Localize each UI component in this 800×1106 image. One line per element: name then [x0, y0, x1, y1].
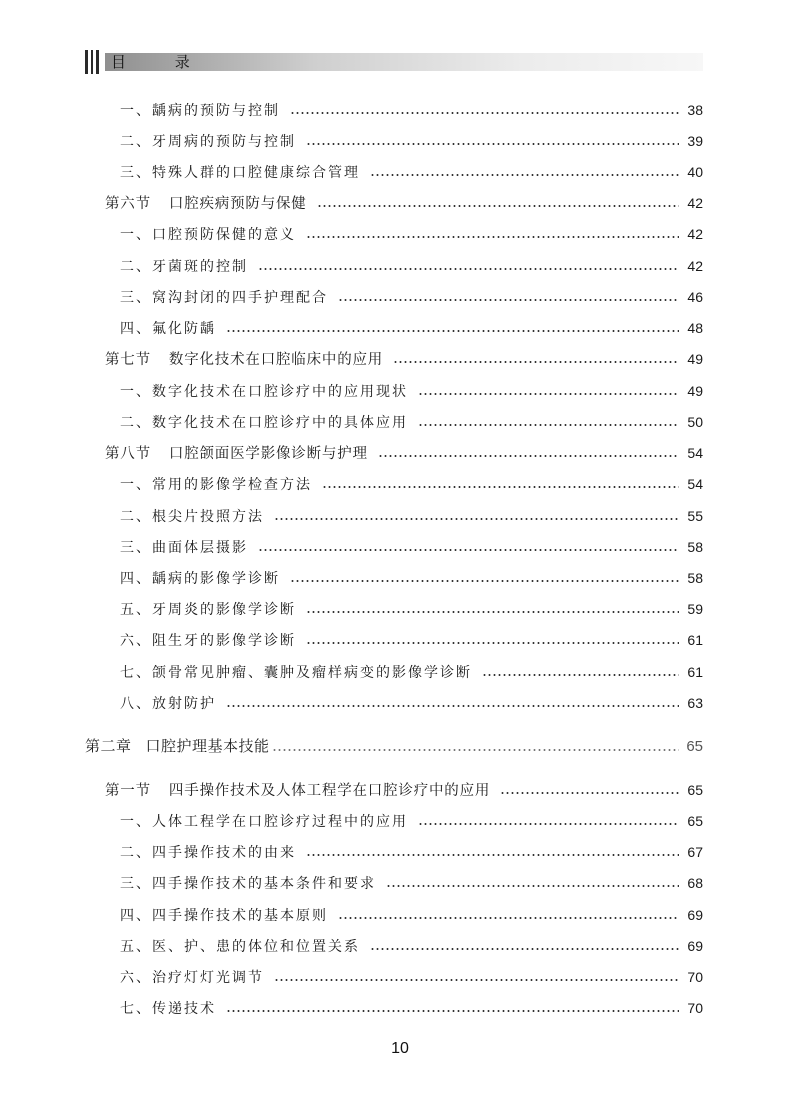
toc-entry[interactable]	[120, 935, 703, 957]
dot-leader	[258, 549, 679, 551]
toc-entry-label	[85, 736, 270, 758]
toc-entry-label	[120, 873, 376, 895]
toc-entry-page: 65	[687, 782, 703, 798]
toc-entry-label	[120, 599, 296, 621]
toc-entry-title: 七、传递技术	[120, 1001, 216, 1017]
toc-entry-page: 70	[687, 1000, 703, 1016]
dot-leader	[322, 486, 679, 488]
toc-entry-page: 54	[687, 445, 703, 461]
toc-entry-title: 二、四手操作技术的由来	[120, 845, 296, 861]
toc-entry-label	[120, 662, 472, 684]
toc-entry-label	[120, 936, 360, 958]
toc-entry-label	[120, 811, 408, 833]
toc-entry-page: 42	[687, 195, 703, 211]
dot-leader	[317, 205, 679, 207]
toc-entry-page: 59	[687, 601, 703, 617]
toc-entry[interactable]	[120, 966, 703, 988]
toc-entry-page: 69	[687, 907, 703, 923]
toc-entry-title: 二、根尖片投照方法	[120, 509, 264, 525]
dot-leader	[393, 361, 679, 363]
toc-entry-page: 70	[687, 969, 703, 985]
page-title: 目 录	[111, 53, 212, 71]
toc-entry[interactable]	[120, 130, 703, 152]
dot-leader	[338, 917, 679, 919]
toc-entry-page: 48	[687, 320, 703, 336]
dot-leader	[386, 885, 679, 887]
toc-entry-page: 65	[687, 813, 703, 829]
toc-entry-page: 61	[687, 664, 703, 680]
dot-leader	[378, 455, 679, 457]
toc-entry-label	[105, 443, 368, 465]
toc-entry-page: 49	[687, 351, 703, 367]
toc-section[interactable]	[105, 779, 703, 801]
dot-leader	[306, 854, 679, 856]
toc-entry-title: 二、数字化技术在口腔诊疗中的具体应用	[120, 415, 408, 431]
toc-entry[interactable]	[120, 997, 703, 1019]
dot-leader	[370, 174, 679, 176]
toc-entry-page: 68	[687, 875, 703, 891]
toc-entry[interactable]	[120, 380, 703, 402]
toc-entry-page: 61	[687, 632, 703, 648]
toc-entry-page: 55	[687, 508, 703, 524]
toc-entry-title: 七、颌骨常见肿瘤、囊肿及瘤样病变的影像学诊断	[120, 665, 472, 681]
dot-leader	[226, 705, 679, 707]
toc-entry[interactable]	[120, 255, 703, 277]
toc-entry-title: 三、特殊人群的口腔健康综合管理	[120, 165, 360, 181]
toc-entry-label	[120, 162, 360, 184]
page-number: 10	[391, 1040, 409, 1057]
toc-entry-label	[120, 224, 296, 246]
toc-entry-page: 38	[687, 102, 703, 118]
dot-leader	[258, 268, 679, 270]
toc-entry[interactable]	[120, 161, 703, 183]
dot-leader	[290, 580, 679, 582]
toc-entry-label	[120, 905, 328, 927]
toc-entry-label	[120, 256, 248, 278]
dot-leader	[274, 518, 679, 520]
toc-entry-page: 49	[687, 383, 703, 399]
toc-entry-label	[120, 474, 312, 496]
toc-entry-title: 六、阻生牙的影像学诊断	[120, 633, 296, 649]
dot-leader	[306, 236, 679, 238]
toc-entry-title: 二、牙菌斑的控制	[120, 259, 248, 275]
toc-entry-title: 一、常用的影像学检查方法	[120, 477, 312, 493]
toc-entry-page: 40	[687, 164, 703, 180]
toc-entry-title: 四、氟化防龋	[120, 321, 216, 337]
toc-entry-page: 58	[687, 539, 703, 555]
dot-leader	[338, 299, 679, 301]
dot-leader	[274, 979, 679, 981]
toc-entry-page: 63	[687, 695, 703, 711]
toc-entry[interactable]	[120, 505, 703, 527]
toc-entry[interactable]	[120, 692, 703, 714]
toc-entry-title: 口腔疾病预防与保健	[168, 196, 307, 212]
toc-entry-title: 三、曲面体层摄影	[120, 540, 248, 556]
toc-entry-label	[120, 693, 216, 715]
toc-entry[interactable]	[120, 286, 703, 308]
dot-leader	[482, 674, 679, 676]
dot-leader	[418, 393, 679, 395]
toc-chapter[interactable]	[85, 736, 703, 758]
toc-entry-number: 第六节	[105, 196, 151, 212]
dot-leader	[226, 330, 679, 332]
toc-entry-title: 八、放射防护	[120, 696, 216, 712]
toc-entry-label	[120, 537, 248, 559]
dot-leader	[306, 611, 679, 613]
dot-leader	[226, 1010, 679, 1012]
toc-entry-page: 42	[687, 258, 703, 274]
toc-entry-label	[120, 630, 296, 652]
toc-entry[interactable]	[120, 872, 703, 894]
toc-entry[interactable]	[120, 411, 703, 433]
toc-entry[interactable]	[120, 473, 703, 495]
toc-entry[interactable]	[120, 317, 703, 339]
toc-entry[interactable]	[120, 99, 703, 121]
toc-entry-title: 三、四手操作技术的基本条件和要求	[120, 876, 376, 892]
toc-entry-title: 二、牙周病的预防与控制	[120, 134, 296, 150]
toc-entry[interactable]	[120, 810, 703, 832]
toc-entry-title: 四、龋病的影像学诊断	[120, 571, 280, 587]
toc-entry[interactable]	[120, 536, 703, 558]
toc-entry-title: 一、口腔预防保健的意义	[120, 227, 296, 243]
toc-entry-title: 五、牙周炎的影像学诊断	[120, 602, 296, 618]
dot-leader	[290, 112, 679, 114]
toc-entry-page: 58	[687, 570, 703, 586]
toc-entry-label	[120, 568, 280, 590]
dot-leader	[306, 642, 679, 644]
toc-entry-number: 第七节	[105, 352, 151, 368]
dot-leader	[418, 823, 679, 825]
toc-entry-page: 67	[687, 844, 703, 860]
dot-leader	[306, 143, 679, 145]
toc-entry-label	[120, 381, 408, 403]
toc-entry[interactable]	[120, 598, 703, 620]
toc-entry-number: 第八节	[105, 446, 151, 462]
toc-section[interactable]	[105, 442, 703, 464]
toc-entry-label	[120, 842, 296, 864]
toc-entry-label	[120, 506, 264, 528]
toc-entry-page: 46	[687, 289, 703, 305]
toc-entry-label	[105, 349, 383, 371]
toc-entry-title: 一、龋病的预防与控制	[120, 103, 280, 119]
toc-entry[interactable]	[120, 629, 703, 651]
toc-entry-title: 四手操作技术及人体工程学在口腔诊疗中的应用	[168, 783, 491, 799]
toc-entry-label	[105, 780, 490, 802]
toc-entry-number: 第一节	[105, 783, 151, 799]
toc-entry[interactable]	[120, 567, 703, 589]
toc-entry-page: 65	[686, 738, 703, 755]
toc-entry-label	[120, 100, 280, 122]
toc-entry-title: 六、治疗灯灯光调节	[120, 970, 264, 986]
toc-entry-page: 54	[687, 476, 703, 492]
toc-entry-title: 五、医、护、患的体位和位置关系	[120, 939, 360, 955]
toc-entry-title: 一、数字化技术在口腔诊疗中的应用现状	[120, 384, 408, 400]
toc-section[interactable]	[105, 192, 703, 214]
toc-entry-page: 69	[687, 938, 703, 954]
toc-entry[interactable]	[120, 223, 703, 245]
toc-entry-label	[120, 412, 408, 434]
dot-leader	[418, 424, 679, 426]
toc-entry-label	[120, 131, 296, 153]
toc-entry-number: 第二章	[85, 738, 132, 755]
toc-entry-title: 四、四手操作技术的基本原则	[120, 908, 328, 924]
toc-entry-page: 50	[687, 414, 703, 430]
toc-entry-page: 42	[687, 226, 703, 242]
toc-entry-label	[105, 193, 307, 215]
toc-entry-title: 一、人体工程学在口腔诊疗过程中的应用	[120, 814, 408, 830]
toc-entry[interactable]	[120, 904, 703, 926]
dot-leader	[500, 792, 679, 794]
toc-entry-label	[120, 998, 216, 1020]
toc-entry-title: 口腔颌面医学影像诊断与护理	[168, 446, 368, 462]
toc-section[interactable]	[105, 348, 703, 370]
toc-entry-page: 39	[687, 133, 703, 149]
toc-entry-label	[120, 318, 216, 340]
toc-entry-title: 三、窝沟封闭的四手护理配合	[120, 290, 328, 306]
toc-entry-title: 数字化技术在口腔临床中的应用	[168, 352, 384, 368]
toc-entry[interactable]	[120, 841, 703, 863]
toc-entry-title: 口腔护理基本技能	[145, 738, 270, 755]
toc-entry-label	[120, 287, 328, 309]
dot-leader	[272, 749, 679, 751]
toc-entry[interactable]	[120, 661, 703, 683]
toc-entry-label	[120, 967, 264, 989]
dot-leader	[370, 948, 679, 950]
